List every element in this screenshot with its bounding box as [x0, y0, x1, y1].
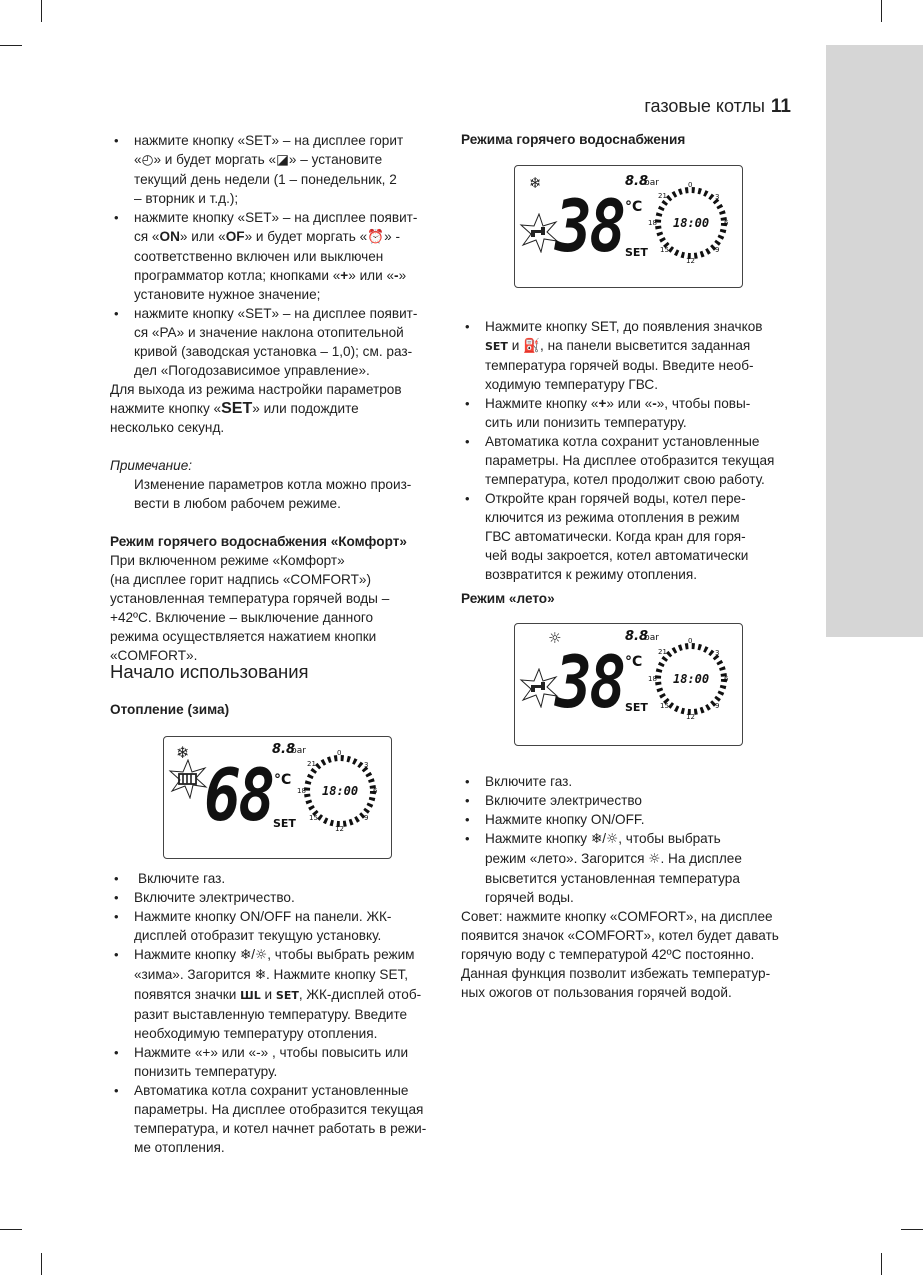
clock-icon: ◴: [141, 152, 154, 168]
list-item: • Нажмите «+» или «-» , чтобы повысить или понизить температуру.: [110, 1043, 445, 1081]
list-item: • Включите газ.: [110, 869, 445, 888]
summer-title: Режим «лето»: [461, 591, 555, 606]
pressure-value: 8.8: [625, 174, 649, 189]
list-item: • Включите газ.: [461, 772, 801, 791]
list-item: • Нажмите кнопку «+» или «-», чтобы повы- сить или понизить температуру.: [461, 394, 801, 432]
sun-icon: ☼: [255, 947, 268, 963]
side-tab: [826, 45, 923, 637]
right-column-bottom: [461, 772, 801, 1002]
list-item: • нажмите кнопку «SET» – на дисплее появит- ся «PA» и значение наклона отопительной кривой (заводская установка – 1,0); см. раз- дел «Погодозависимое управление».: [110, 304, 445, 380]
dhw-title: Режима горячего водоснабжения: [461, 132, 686, 147]
time-value: 18:00: [322, 784, 359, 798]
lcd-display-winter: [163, 736, 392, 859]
list-item: • нажмите кнопку «SET» – на дисплее появит- ся «ON» или «OF» и будет моргать «⏰» - соответственно включен или выключен программатор котла; кнопками «+» или «-» установите нужное значение;: [110, 208, 445, 304]
clock-dial: 0 3 6 9 12 15 18 21 18:00: [648, 181, 729, 265]
set-symbol: SET: [221, 400, 253, 417]
tap-burst-icon: [519, 668, 559, 708]
crop-mark: [881, 0, 882, 22]
lcd-display-summer: [514, 623, 743, 746]
edit-icon: ◪: [276, 152, 289, 168]
tap-icon: ⛽: [523, 338, 541, 354]
alarm-clock-icon: ⏰: [367, 229, 385, 245]
set-indicator: SET: [273, 817, 296, 830]
crop-mark: [0, 45, 22, 46]
temperature-value: 38: [555, 184, 624, 268]
time-value: 18:00: [673, 672, 710, 686]
section-title-start: Начало использования: [110, 661, 309, 682]
temperature-unit: °C: [625, 199, 643, 215]
set-indicator: SET: [625, 246, 648, 259]
set-indicator: SET: [625, 701, 648, 714]
crop-mark: [881, 1253, 882, 1275]
clock-dial: 0 3 6 9 12 15 18 21 18:00: [297, 749, 378, 833]
crop-mark: [41, 0, 42, 22]
list-item: • Нажмите кнопку ON/OFF на панели. ЖК- дисплей отобразит текущую установку.: [110, 907, 445, 945]
temperature-value: 38: [555, 640, 624, 724]
pressure-unit: bar: [291, 746, 306, 756]
left-column-bottom: [110, 869, 445, 1157]
time-value: 18:00: [673, 216, 710, 230]
snowflake-icon: ❄: [254, 967, 266, 983]
heating-title: Отопление (зима): [110, 702, 230, 717]
list-item: • нажмите кнопку «SET» – на дисплее горит «◴» и будет моргать «◪» – установите текущий день недели (1 – понедельник, 2 – вторник и т.д.);: [110, 131, 445, 208]
temperature-value: 68: [204, 753, 273, 837]
set-icon: SET: [485, 340, 508, 353]
right-column-middle: [461, 317, 801, 584]
list-item: • Нажмите кнопку SET, до появления значков SET и ⛽, на панели высветится заданная температура горячей воды. Введите необ- ходимую температуру ГВС.: [461, 317, 801, 394]
note-text: Изменение параметров котла можно произ- вести в любом рабочем режиме.: [134, 477, 412, 511]
page-number: 11: [770, 96, 791, 117]
lcd-display-dhw: [514, 165, 743, 288]
comfort-title: Режим горячего водоснабжения «Комфорт»: [110, 534, 407, 549]
clock-dial: 0 3 6 9 12 15 18 21 18:00: [648, 637, 729, 721]
list-item: • Нажмите кнопку ON/OFF.: [461, 810, 801, 829]
page-header: [644, 96, 791, 118]
crop-mark: [901, 1229, 923, 1230]
set-icon: SET: [275, 989, 299, 1002]
crop-mark: [41, 1253, 42, 1275]
list-item: • Включите электричество: [461, 791, 801, 810]
sun-icon: ☼: [548, 629, 562, 647]
list-item: • Автоматика котла сохранит установленные параметры. На дисплее отобразится текущая температура, и котел начнет работать в режи- ме отопления.: [110, 1081, 445, 1157]
radiator-icon: ШL: [240, 989, 261, 1002]
left-column-top: [110, 131, 445, 665]
pressure-unit: bar: [644, 633, 659, 643]
settings-list: [110, 131, 445, 380]
pressure-value: 8.8: [272, 742, 296, 757]
tap-burst-icon: [519, 213, 559, 253]
crop-mark: [0, 1229, 22, 1230]
snowflake-icon: ❄: [176, 743, 190, 762]
list-item: • Нажмите кнопку ❄/☼, чтобы выбрать режим «лето». Загорится ☼. На дисплее высветится установленная температура горячей воды.: [461, 829, 801, 907]
snowflake-icon: ❄: [590, 831, 603, 847]
snowflake-icon: ❄: [239, 947, 252, 963]
exit-paragraph: Для выхода из режима настройки параметров нажмите кнопку «SET» или подождите несколько секунд.: [110, 382, 402, 435]
radiator-burst-icon: [168, 759, 208, 799]
section-title: газовые котлы: [644, 96, 765, 116]
list-item: • Автоматика котла сохранит установленные параметры. На дисплее отобразится текущая температура, котел продолжит свою работу.: [461, 432, 801, 489]
list-item: • Откройте кран горячей воды, котел пере- ключится из режима отопления в режим ГВС автоматически. Когда кран для горя- чей воды закроется, котел автоматически возвратится к режиму отопления.: [461, 489, 801, 584]
tip-paragraph: Совет: нажмите кнопку «COMFORT», на дисплее появится значок «COMFORT», котел будет давать горячую воду с температурой 42ºC постоянно. Данная функция позволит избежать температур- ных ожогов от пользования горячей водой.: [461, 909, 779, 1000]
comfort-text: При включенном режиме «Комфорт» (на дисплее горит надпись «COMFORT») установленная температура горячей воды – +42ºC. Включение – выключение данного режима осуществляется нажатием кнопки «COMFORT».: [110, 553, 390, 663]
dhw-steps: [461, 317, 801, 584]
pressure-value: 8.8: [625, 629, 649, 644]
sun-icon: ☼: [606, 831, 619, 847]
note-label: Примечание:: [110, 458, 193, 473]
temperature-unit: °C: [274, 772, 292, 788]
summer-steps: [461, 772, 801, 907]
pressure-unit: bar: [644, 178, 659, 188]
list-item: • Нажмите кнопку ❄/☼, чтобы выбрать режим «зима». Загорится ❄. Нажмите кнопку SET, появятся значки ШL и SET, ЖК-дисплей отоб- разит выставленную температуру. Введите необходимую температуру отопления.: [110, 945, 445, 1043]
heating-steps: [110, 869, 445, 1157]
snowflake-icon: ❄: [529, 174, 542, 192]
temperature-unit: °C: [625, 654, 643, 670]
list-item: • Включите электричество.: [110, 888, 445, 907]
sun-icon: ☼: [648, 851, 661, 867]
